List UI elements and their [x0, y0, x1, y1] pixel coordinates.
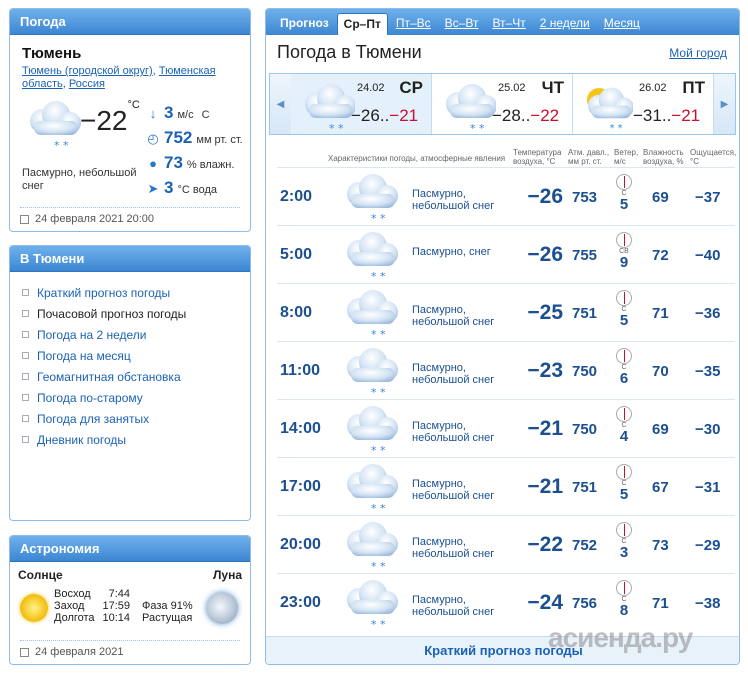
- wind-speed: 3: [619, 544, 629, 561]
- water-metric: [146, 178, 217, 198]
- hour-humidity: 70: [652, 363, 669, 380]
- hour-temperature: −21: [527, 475, 563, 498]
- forecast-panel: [265, 8, 740, 665]
- day-date: 26.02: [639, 82, 667, 94]
- wind-metric: [146, 103, 210, 123]
- current-date: [20, 207, 240, 225]
- phase-value: 91%: [170, 600, 193, 612]
- hour-temperature: −21: [527, 417, 563, 440]
- sunset-label: Заход: [54, 600, 85, 612]
- forecast-tabs: [266, 9, 739, 35]
- hour-wind: [614, 232, 634, 270]
- day-temps: −26..−21: [351, 106, 419, 125]
- cloud-snow-icon: [337, 228, 401, 284]
- hour-pressure: 751: [572, 479, 598, 496]
- hour-humidity: 67: [652, 479, 669, 496]
- bullet-icon: [22, 373, 29, 380]
- my-city-link[interactable]: Мой город: [669, 46, 727, 60]
- tab-6[interactable]: Месяц: [603, 16, 640, 30]
- nav-item[interactable]: [22, 303, 250, 324]
- hour-humidity: 69: [652, 189, 669, 206]
- water-value: 3: [164, 178, 174, 197]
- wind-direction-icon: ↓: [149, 106, 157, 121]
- day-weekday: ЧТ: [541, 78, 564, 97]
- nav-item[interactable]: [22, 324, 250, 345]
- wind-dial-icon: [616, 406, 632, 422]
- hour-time: 2:00: [280, 188, 313, 205]
- nav-item-label: Краткий прогноз погоды: [37, 285, 171, 300]
- cloud-snow-icon: [337, 170, 401, 226]
- hour-feels: −35: [695, 363, 721, 380]
- nav-item-label: Геомагнитная обстановка: [37, 369, 181, 384]
- pressure-unit: мм рт. ст.: [196, 134, 243, 146]
- hour-temperature: −26: [527, 185, 563, 208]
- tab-2[interactable]: Пт–Вс: [395, 16, 431, 30]
- hour-feels: −36: [695, 305, 721, 322]
- wind-dial-icon: [616, 464, 632, 480]
- day-card[interactable]: [573, 74, 714, 134]
- current-temperature: [80, 98, 140, 137]
- hour-feels: −37: [695, 189, 721, 206]
- hour-time: 23:00: [280, 594, 321, 611]
- wind-speed: 8: [619, 602, 629, 619]
- hourly-table: [277, 167, 735, 631]
- hour-pressure: 753: [572, 189, 598, 206]
- phase-label: Фаза: [142, 600, 168, 612]
- table-row: [277, 457, 735, 515]
- panel-title: В Тюмени: [10, 246, 250, 272]
- day-temps: −31..−21: [633, 106, 701, 125]
- table-row: [277, 515, 735, 573]
- panel-title: Астрономия: [10, 536, 250, 562]
- wind-speed: 5: [619, 196, 629, 213]
- day-high: −21: [389, 106, 419, 125]
- moon-label: Луна: [213, 568, 243, 582]
- wind-speed: 5: [619, 312, 629, 329]
- day-date: 25.02: [498, 82, 526, 94]
- day-low: −28: [492, 106, 521, 125]
- col-feels: Ощущается, °C: [690, 148, 737, 166]
- moon-icon: [206, 592, 238, 624]
- nav-item[interactable]: [22, 387, 250, 408]
- wind-dial-icon: [616, 522, 632, 538]
- tab-5[interactable]: 2 недели: [539, 16, 590, 30]
- region-link-oblast[interactable]: Тюменская область: [22, 65, 216, 90]
- hour-pressure: 756: [572, 595, 598, 612]
- hour-wind: [614, 580, 634, 618]
- day-weekday: ПТ: [682, 78, 705, 97]
- hour-wind: [614, 290, 634, 328]
- pressure-metric: [146, 128, 243, 148]
- hour-description: Пасмурно, небольшой снег: [412, 362, 495, 386]
- hour-time: 17:00: [280, 478, 321, 495]
- hour-wind: [614, 522, 634, 560]
- gauge-icon: ◴: [147, 131, 159, 146]
- hour-temperature: −25: [527, 301, 563, 324]
- hour-feels: −29: [695, 537, 721, 554]
- temperature-unit: °C: [127, 98, 140, 111]
- moon-info: [142, 600, 193, 624]
- date-text: 24 февраля 2021 20:00: [35, 213, 155, 225]
- cloud-snow-icon: [337, 344, 401, 400]
- hour-time: 14:00: [280, 420, 321, 437]
- cloud-snow-icon: [436, 80, 496, 136]
- day-card[interactable]: [291, 74, 432, 134]
- hour-temperature: −24: [527, 591, 563, 614]
- tab-4[interactable]: Вт–Чт: [492, 16, 526, 30]
- wind-dial-icon: [616, 290, 632, 306]
- daylength-label: Долгота: [54, 612, 95, 624]
- nav-item-label: Погода на месяц: [37, 348, 131, 363]
- cloud-snow-icon: [337, 460, 401, 516]
- cloud-snow-icon: [337, 576, 401, 632]
- bullet-icon: [22, 331, 29, 338]
- region-link-district[interactable]: Тюмень (городской округ): [22, 65, 153, 77]
- cloud-snow-icon: [337, 518, 401, 574]
- tab-0: Прогноз: [280, 16, 329, 30]
- nav-item[interactable]: [22, 345, 250, 366]
- sun-times: [54, 588, 130, 624]
- wind-dir: С: [621, 364, 627, 371]
- wind-dir: С: [621, 422, 627, 429]
- city-name: Тюмень: [22, 45, 82, 62]
- tab-3[interactable]: Вс–Вт: [444, 16, 479, 30]
- hour-time: 20:00: [280, 536, 321, 553]
- cloud-snow-icon: [337, 402, 401, 458]
- day-weekday: СР: [399, 78, 423, 97]
- wind-dir: С: [621, 480, 627, 487]
- hour-description: Пасмурно, небольшой снег: [412, 478, 495, 502]
- nav-item[interactable]: [22, 282, 250, 303]
- sunset-time: 17:59: [102, 600, 130, 612]
- nav-item-label: Погода для занятых: [37, 411, 150, 426]
- wind-unit: м/с: [177, 109, 194, 121]
- cloud-snow-icon: [20, 97, 84, 157]
- hour-pressure: 752: [572, 537, 598, 554]
- sunrise-time: 7:44: [108, 588, 130, 600]
- table-row: [277, 341, 735, 399]
- column-headers: [266, 145, 740, 167]
- page-title: Погода в Тюмени: [277, 42, 422, 62]
- region-links: Тюмень (городской округ), Тюменская область, Россия: [22, 65, 216, 90]
- cloud-snow-icon: [337, 286, 401, 342]
- wind-dir: С: [621, 306, 627, 313]
- short-forecast-link[interactable]: Краткий прогноз погоды: [266, 636, 740, 664]
- hour-time: 5:00: [280, 246, 313, 263]
- city-nav-list: [10, 272, 250, 450]
- bullet-icon: [22, 394, 29, 401]
- nav-item[interactable]: [22, 366, 250, 387]
- wind-value: 3: [164, 103, 174, 122]
- calendar-icon: [20, 648, 29, 657]
- sun-label: Солнце: [18, 568, 63, 582]
- bullet-icon: [22, 352, 29, 359]
- wind-dir: С: [621, 190, 627, 197]
- day-cards: [291, 74, 714, 134]
- hour-humidity: 71: [652, 305, 669, 322]
- hour-description: Пасмурно, небольшой снег: [412, 594, 495, 618]
- hour-time: 8:00: [280, 304, 313, 321]
- day-high: −22: [530, 106, 560, 125]
- hour-feels: −40: [695, 247, 721, 264]
- hour-humidity: 71: [652, 595, 669, 612]
- hour-description: Пасмурно, снег: [412, 246, 491, 258]
- cloud-snow-icon: [295, 80, 355, 136]
- hour-humidity: 72: [652, 247, 669, 264]
- panel-title: Погода: [10, 9, 250, 35]
- day-high: −21: [671, 106, 701, 125]
- fish-icon: ➤: [147, 181, 159, 196]
- hour-temperature: −23: [527, 359, 563, 382]
- humidity-unit: % влажн.: [186, 159, 235, 171]
- hour-pressure: 751: [572, 305, 598, 322]
- wind-dir: С: [621, 538, 627, 545]
- table-row: [277, 225, 735, 283]
- moon-state: Растущая: [142, 612, 193, 624]
- nav-item[interactable]: [22, 408, 250, 429]
- astronomy-panel: [9, 535, 251, 665]
- hour-feels: −38: [695, 595, 721, 612]
- astronomy-date: [20, 640, 240, 658]
- col-temp: Температура воздуха, °C: [513, 148, 562, 166]
- wind-dial-icon: [616, 232, 632, 248]
- city-nav-panel: [9, 245, 251, 521]
- hour-pressure: 750: [572, 363, 598, 380]
- hour-description: Пасмурно, небольшой снег: [412, 420, 495, 444]
- nav-item-label: Погода на 2 недели: [37, 327, 147, 342]
- current-description: Пасмурно, небольшой снег: [22, 167, 137, 192]
- nav-item-label: Почасовой прогноз погоды: [37, 306, 187, 321]
- calendar-icon: [20, 215, 29, 224]
- hour-time: 11:00: [280, 362, 321, 379]
- table-row: [277, 399, 735, 457]
- table-row: [277, 283, 735, 341]
- wind-dir: СВ: [619, 248, 629, 255]
- bullet-icon: [22, 415, 29, 422]
- day-date: 24.02: [357, 82, 385, 94]
- nav-item-label: Погода по-старому: [37, 390, 143, 405]
- bullet-icon: [22, 289, 29, 296]
- wind-dial-icon: [616, 580, 632, 596]
- hour-humidity: 69: [652, 421, 669, 438]
- sunrise-label: Восход: [54, 588, 91, 600]
- wind-dial-icon: [616, 348, 632, 364]
- day-temps: −28..−22: [492, 106, 560, 125]
- wind-speed: 5: [619, 486, 629, 503]
- hour-pressure: 755: [572, 247, 598, 264]
- hour-description: Пасмурно, небольшой снег: [412, 304, 495, 328]
- col-pressure: Атм. давл., мм рт. ст.: [568, 148, 610, 166]
- nav-item[interactable]: [22, 429, 250, 450]
- date-text: 24 февраля 2021: [35, 646, 124, 658]
- region-link-country[interactable]: Россия: [68, 78, 105, 90]
- wind-dir: С: [201, 109, 210, 121]
- hour-wind: [614, 464, 634, 502]
- drop-icon: ●: [149, 156, 157, 171]
- tab-1[interactable]: Ср–Пт: [337, 13, 388, 35]
- water-unit: °С вода: [177, 184, 217, 196]
- sun-icon: [20, 594, 48, 622]
- humidity-value: 73: [164, 153, 183, 172]
- nav-item-label: Дневник погоды: [37, 432, 127, 447]
- prev-arrow-icon[interactable]: ◀: [270, 74, 291, 134]
- day-low: −26: [351, 106, 380, 125]
- bullet-icon: [22, 310, 29, 317]
- watermark: асиенда.ру: [548, 622, 693, 653]
- current-weather-panel: [9, 8, 251, 232]
- wind-speed: 9: [619, 254, 629, 271]
- hour-feels: −31: [695, 479, 721, 496]
- bullet-icon: [22, 436, 29, 443]
- table-row: [277, 167, 735, 225]
- wind-speed: 4: [619, 428, 629, 445]
- hour-pressure: 750: [572, 421, 598, 438]
- daylength-value: 10:14: [102, 612, 130, 624]
- next-arrow-icon[interactable]: ▶: [714, 74, 735, 134]
- days-strip: [269, 73, 736, 135]
- hour-description: Пасмурно, небольшой снег: [412, 536, 495, 560]
- hour-wind: [614, 174, 634, 212]
- col-conditions: Характеристики погоды, атмосферные явления: [328, 154, 506, 163]
- wind-dial-icon: [616, 174, 632, 190]
- wind-speed: 6: [619, 370, 629, 387]
- hour-temperature: −22: [527, 533, 563, 556]
- hour-feels: −30: [695, 421, 721, 438]
- hour-temperature: −26: [527, 243, 563, 266]
- day-card[interactable]: [432, 74, 573, 134]
- hour-wind: [614, 406, 634, 444]
- pressure-value: 752: [164, 128, 193, 147]
- wind-dir: С: [621, 596, 627, 603]
- sun-cloud-icon: [577, 80, 633, 130]
- col-humidity: Влажность воздуха, %: [643, 148, 684, 166]
- temperature-value: −22: [80, 105, 128, 136]
- humidity-metric: [146, 153, 234, 173]
- hour-description: Пасмурно, небольшой снег: [412, 188, 495, 212]
- hour-wind: [614, 348, 634, 386]
- day-low: −31: [633, 106, 662, 125]
- hour-humidity: 73: [652, 537, 669, 554]
- col-wind: Ветер, м/с: [614, 148, 639, 166]
